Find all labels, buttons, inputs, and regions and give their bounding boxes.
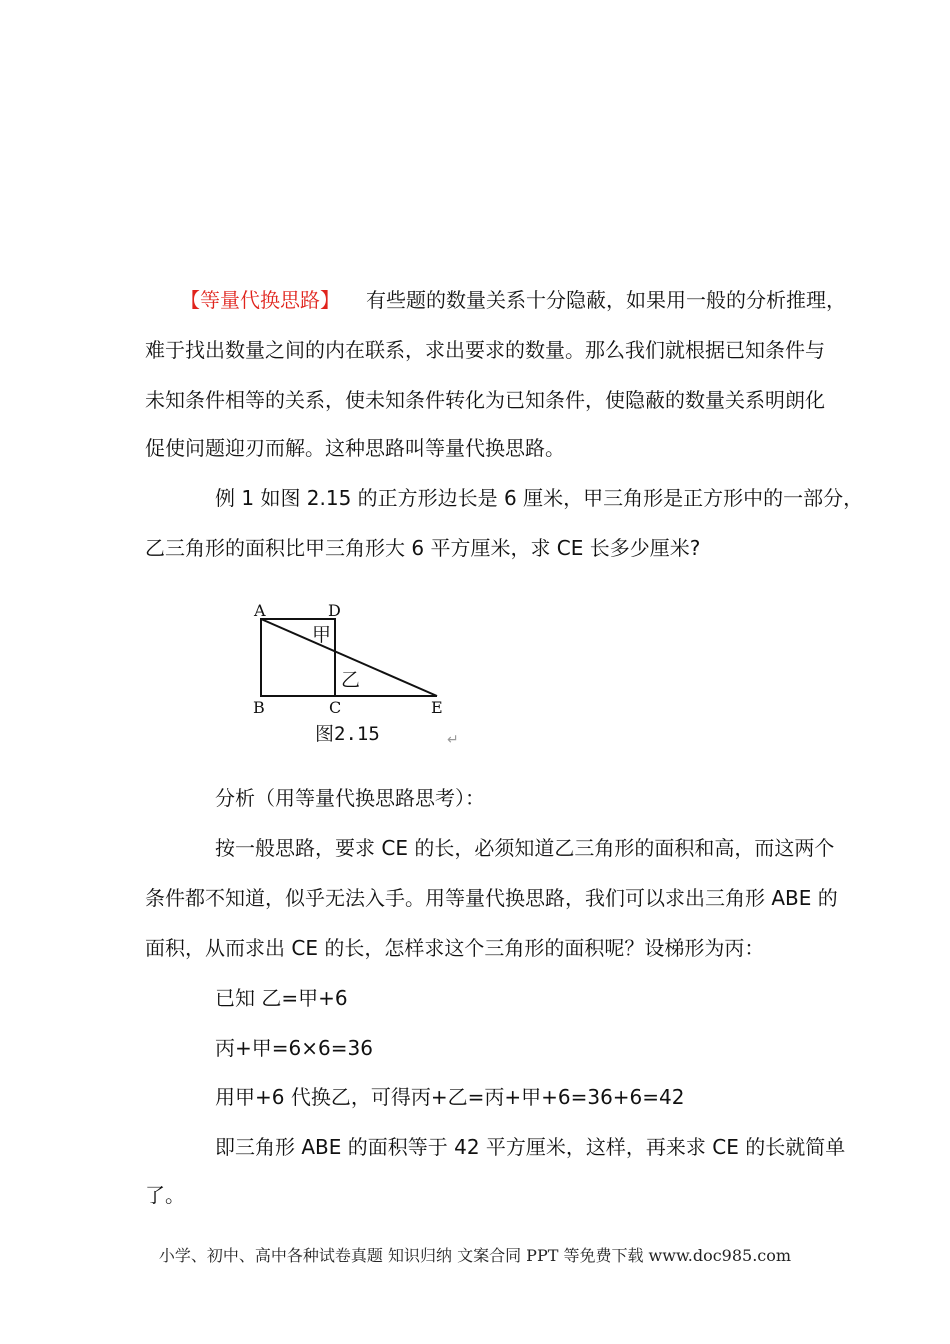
geometry-figure — [245, 598, 475, 748]
analysis-line-1: 按一般思路，要求 CE 的长，必须知道乙三角形的面积和高，而这两个 — [215, 836, 835, 860]
example-line-2: 乙三角形的面积比甲三角形大 6 平方厘米，求 CE 长多少厘米? — [145, 536, 701, 560]
conclusion-line-1: 即三角形 ABE 的面积等于 42 平方厘米，这样，再来求 CE 的长就简单 — [215, 1135, 846, 1159]
label-d: D — [328, 601, 341, 620]
intro-text: 有些题的数量关系十分隐蔽，如果用一般的分析推理， — [366, 288, 846, 312]
label-e: E — [431, 698, 443, 717]
figure-caption: 图2.15 — [315, 723, 380, 745]
page-footer: 小学、初中、高中各种试卷真题 知识归纳 文案合同 PPT 等免费下载 www.doc985.com — [158, 1246, 792, 1265]
intro-line-3: 未知条件相等的关系，使未知条件转化为已知条件，使隐蔽的数量关系明朗化 — [145, 388, 825, 412]
analysis-line-2: 条件都不知道，似乎无法入手。用等量代换思路，我们可以求出三角形 ABE 的 — [145, 886, 838, 910]
equation-3: 用甲+6 代换乙，可得丙+乙=丙+甲+6=36+6=42 — [215, 1085, 685, 1109]
label-yi: 乙 — [341, 669, 361, 691]
label-jia: 甲 — [312, 624, 332, 646]
analysis-title: 分析（用等量代换思路思考）： — [215, 786, 485, 810]
label-c: C — [329, 698, 342, 717]
intro-line-1 — [180, 285, 846, 315]
section-heading: 【等量代换思路】 — [180, 288, 340, 312]
equation-2: 丙+甲=6×6=36 — [215, 1036, 373, 1060]
return-mark: ↵ — [447, 732, 459, 748]
analysis-line-3: 面积，从而求出 CE 的长，怎样求这个三角形的面积呢？设梯形为丙： — [145, 936, 765, 960]
label-a: A — [254, 601, 266, 620]
equation-1: 已知 乙=甲+6 — [215, 986, 348, 1010]
intro-line-4: 促使问题迎刃而解。这种思路叫等量代换思路。 — [145, 436, 565, 460]
conclusion-line-2: 了。 — [145, 1183, 185, 1207]
label-b: B — [253, 698, 265, 717]
example-line-1: 例 1 如图 2.15 的正方形边长是 6 厘米，甲三角形是正方形中的一部分， — [215, 486, 864, 510]
intro-line-2: 难于找出数量之间的内在联系，求出要求的数量。那么我们就根据已知条件与 — [145, 338, 825, 362]
